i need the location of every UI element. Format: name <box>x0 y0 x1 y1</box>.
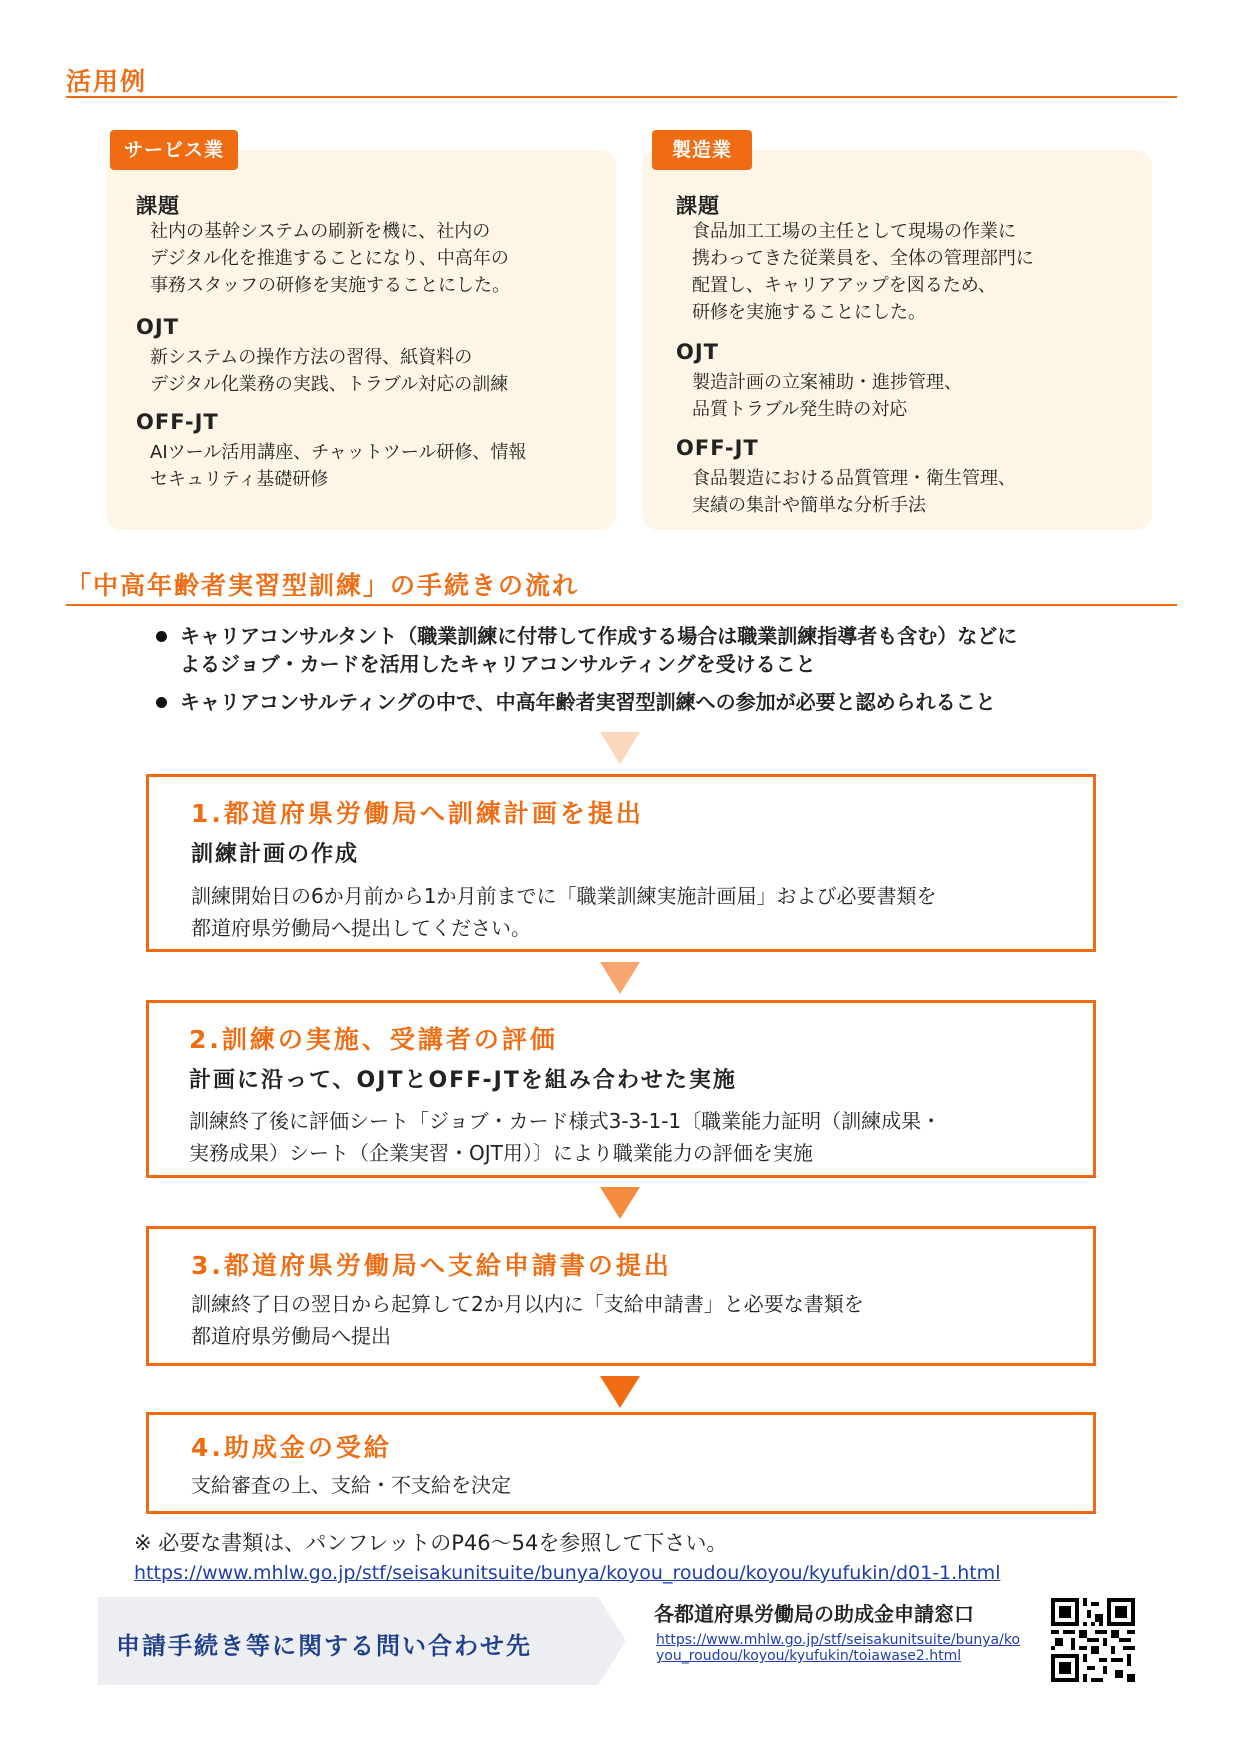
service-ojt-heading: OJT <box>136 315 179 339</box>
step-2-subtitle: 計画に沿って、OJTとOFF-JTを組み合わせた実施 <box>189 1068 737 1093</box>
requirements-list <box>150 622 1110 726</box>
pamphlet-link[interactable]: https://www.mhlw.go.jp/stf/seisakunitsuite/bunya/koyou_roudou/koyou/kyufukin/d01-1.html <box>134 1562 1001 1584</box>
step-1-box <box>146 774 1096 952</box>
step-1-title: 1.都道府県労働局へ訓練計画を提出 <box>191 799 644 828</box>
service-tag: サービス業 <box>110 130 238 170</box>
service-kadai-heading: 課題 <box>136 194 180 218</box>
manufacturing-tag: 製造業 <box>652 130 752 170</box>
manufacturing-ojt-heading: OJT <box>676 340 719 364</box>
service-ojt-text: 新システムの操作方法の習得、紙資料の デジタル化業務の実践、トラブル対応の訓練 <box>150 347 509 395</box>
step-1-body: 訓練開始日の6か月前から1か月前までに「職業訓練実施計画届」および必要書類を 都道府県労働局へ提出してください。 <box>191 884 937 940</box>
qr-code-icon <box>1051 1598 1135 1682</box>
step-3-body: 訓練終了日の翌日から起算して2か月以内に「支給申請書」と必要な書類を 都道府県労働局へ提出 <box>191 1292 864 1348</box>
service-offjt-text: AIツール活用講座、チャットツール研修、情報 セキュリティ基礎研修 <box>150 442 527 490</box>
section-title-procedure: 「中高年齢者実習型訓練」の手続きの流れ <box>66 571 580 600</box>
service-offjt-heading: OFF-JT <box>136 410 219 434</box>
service-kadai-text: 社内の基幹システムの刷新を機に、社内の デジタル化を推進することになり、中高年の 事務スタッフの研修を実施することにした。 <box>150 221 510 296</box>
down-arrow-icon <box>600 1376 640 1408</box>
section-divider <box>66 604 1177 606</box>
section-title-examples: 活用例 <box>66 67 148 96</box>
section-divider <box>66 96 1177 98</box>
contact-banner-arrow <box>598 1597 626 1685</box>
down-arrow-icon <box>600 1187 640 1219</box>
step-3-title: 3.都道府県労働局へ支給申請書の提出 <box>191 1251 672 1280</box>
step-3-box <box>146 1226 1096 1366</box>
documents-note: ※ 必要な書類は、パンフレットのP46～54を参照して下さい。 <box>134 1531 728 1555</box>
list-item: キャリアコンサルタント（職業訓練に付帯して作成する場合は職業訓練指導者も含む）などに よるジョブ・カードを活用したキャリアコンサルティングを受けること <box>150 622 1110 678</box>
contact-link[interactable]: https://www.mhlw.go.jp/stf/seisakunitsuite/bunya/koyou_roudou/koyou/kyufukin/toiawase2.html <box>656 1632 1021 1664</box>
step-4-box <box>146 1412 1096 1514</box>
contact-window-title: 各都道府県労働局の助成金申請窓口 <box>654 1602 974 1626</box>
step-4-title: 4.助成金の受給 <box>191 1433 392 1462</box>
step-2-body: 訓練終了後に評価シート「ジョブ・カード様式3-3-1-1〔職業能力証明（訓練成果・ 実務成果）シート（企業実習・OJT用）〕により職業能力の評価を実施 <box>189 1109 942 1165</box>
bullet-dot-icon <box>156 697 167 708</box>
list-item: キャリアコンサルティングの中で、中高年齢者実習型訓練への参加が必要と認められること <box>150 688 1110 716</box>
manufacturing-ojt-text: 製造計画の立案補助・進捗管理、 品質トラブル発生時の対応 <box>692 372 962 420</box>
manufacturing-kadai-heading: 課題 <box>676 194 720 218</box>
step-2-box <box>146 1000 1096 1178</box>
manufacturing-kadai-text: 食品加工工場の主任として現場の作業に 携わってきた従業員を、全体の管理部門に 配置し、キャリアアップを図るため、 研修を実施することにした。 <box>692 221 1034 323</box>
step-2-title: 2.訓練の実施、受講者の評価 <box>189 1025 558 1054</box>
contact-label: 申請手続き等に関する問い合わせ先 <box>116 1632 532 1660</box>
down-arrow-icon <box>600 732 640 764</box>
step-4-body: 支給審査の上、支給・不支給を決定 <box>191 1473 511 1497</box>
step-1-subtitle: 訓練計画の作成 <box>191 842 360 867</box>
manufacturing-offjt-text: 食品製造における品質管理・衛生管理、 実績の集計や簡単な分析手法 <box>692 468 1016 516</box>
bullet-dot-icon <box>156 631 167 642</box>
down-arrow-icon <box>600 962 640 994</box>
manufacturing-offjt-heading: OFF-JT <box>676 436 759 460</box>
